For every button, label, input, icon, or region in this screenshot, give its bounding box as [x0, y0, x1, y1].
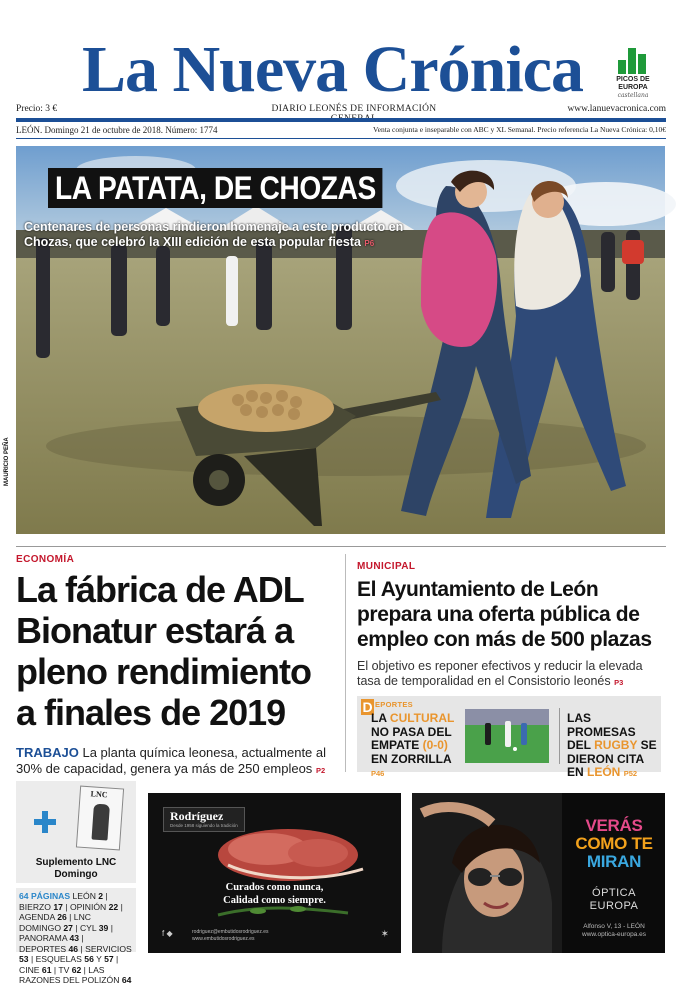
sports-text: DIERON CITA	[567, 751, 645, 766]
rodriguez-slogan	[148, 881, 401, 907]
sports-page: P52	[623, 769, 638, 778]
sports-text: EN ZORRILLA	[371, 751, 452, 766]
date-rule	[16, 138, 666, 139]
lead-story-lead: TRABAJO	[16, 745, 79, 760]
magazine-figure	[91, 804, 109, 841]
sports-story-cultural[interactable]	[371, 712, 465, 781]
index-number: 27	[63, 922, 73, 933]
optica-brand	[566, 887, 662, 913]
index-number: 57	[104, 954, 114, 964]
secondary-story-kicker: MUNICIPAL	[357, 561, 416, 572]
issue-date: LEÓN. Domingo 21 de octubre de 2018. Número: 1774	[16, 125, 218, 135]
headline-line: MIRAN	[586, 852, 642, 871]
sports-text: EMPATE	[371, 738, 420, 752]
index-text: LEÓN	[70, 891, 99, 901]
column-divider	[345, 554, 346, 772]
optica-headline	[566, 817, 662, 871]
sale-notice: Venta conjunta e inseparable con ABC y XL Semanal. Precio referencia La Nueva Crónica: 0,10€	[373, 125, 666, 134]
price: Precio: 3 €	[16, 104, 58, 114]
index-text: | CYL	[72, 922, 99, 933]
index-text: | CINE	[19, 954, 119, 975]
index-text: | LAS RAZONES DEL POLIZÓN	[19, 964, 122, 985]
tagline: DIARIO LEONÉS DE INFORMACIÓN	[271, 104, 437, 114]
rodriguez-brand: Rodríguez	[170, 809, 224, 823]
hero-headline[interactable]: LA PATATA, DE CHOZAS	[48, 168, 383, 208]
sports-text: EN	[567, 765, 584, 779]
lead-story-kicker: ECONOMÍA	[16, 554, 75, 565]
sports-text: SE	[640, 738, 657, 752]
index-text: | TV	[51, 964, 72, 975]
social-icons: f ◆	[162, 929, 173, 938]
supplement-label: Suplemento LNC Domingo	[35, 857, 117, 880]
index-text: Y	[93, 954, 105, 964]
masthead	[16, 34, 666, 104]
slogan-line: Calidad como siempre.	[223, 895, 326, 906]
index-text: | BIERZO	[19, 891, 108, 912]
rodriguez-tag: Desde 1958 siguiendo la tradición	[170, 823, 238, 828]
football-photo[interactable]	[465, 709, 549, 763]
index-number: 61	[41, 964, 52, 975]
index-text: | DEPORTES	[19, 933, 84, 954]
magazine-cover	[76, 786, 124, 851]
football-illustration	[465, 709, 549, 763]
address-web: www.optica-europa.es	[582, 931, 646, 938]
lead-story-page: P2	[315, 766, 326, 775]
index-number: 53	[19, 954, 29, 964]
rodriguez-contact	[192, 929, 269, 943]
sports-story-rugby[interactable]	[567, 712, 661, 781]
plus-icon	[34, 811, 56, 833]
index-number: 62	[71, 964, 82, 975]
contact-web: www.embutidosrodriguez.es	[192, 936, 255, 942]
photo-credit: MAURICIO PEÑA	[4, 437, 10, 486]
optica-address	[566, 923, 662, 939]
index-number: 43	[69, 933, 80, 943]
sports-text: LA	[371, 711, 387, 725]
rodriguez-logo	[163, 807, 245, 832]
index-number: 26	[57, 912, 67, 922]
contact-email: rodriguez@embutidosrodriguez.es	[192, 929, 269, 935]
ad-optica-europa[interactable]	[412, 793, 665, 953]
sports-box	[357, 696, 661, 779]
headline-line: COMO TE	[575, 834, 653, 853]
masthead-meta	[16, 104, 666, 116]
index-text: | LNC DOMINGO	[19, 912, 91, 933]
supplement-promo[interactable]	[16, 781, 136, 883]
sports-text: LEÓN	[587, 765, 621, 779]
sports-text: LAS PROMESAS	[567, 711, 636, 739]
secondary-story-headline[interactable]: El Ayuntamiento de León prepara una oferta pública de empleo con más de 500 plazas	[357, 578, 652, 651]
mountains-icon	[616, 44, 650, 74]
sports-word: EPORTES	[375, 700, 413, 709]
lead-story-text: La planta química leonesa, actualmente al 30% de capacidad, genera ya más de 250 empleos	[16, 745, 327, 776]
lead-story-summary	[16, 745, 336, 779]
index-number: 22	[108, 901, 119, 912]
address-line: Alfonso V, 13 - LEÓN	[583, 923, 645, 930]
sports-text: DEL	[567, 738, 591, 752]
index-text: | ESQUELAS	[28, 954, 85, 964]
index-text: | PANORAMA	[19, 922, 113, 943]
index-number: 39	[98, 922, 109, 933]
index-pages: 64 PÁGINAS	[19, 891, 71, 901]
secondary-story-text: El objetivo es reponer efectivos y reducir la elevada tasa de temporalidad en el Consistorio leonés	[357, 659, 643, 688]
hero-caption	[24, 220, 404, 251]
lead-story-headline[interactable]: La fábrica de ADL Bionatur estará a pleno rendimiento a finales de 2019	[16, 569, 312, 733]
brand-line: ÓPTICA	[592, 887, 636, 899]
hero-page-ref: P6	[364, 239, 375, 248]
secondary-story-summary	[357, 659, 665, 690]
page-index	[16, 888, 136, 985]
index-number: 56	[84, 954, 94, 964]
newspaper-title[interactable]: La Nueva Crónica	[82, 33, 583, 106]
ad-rodriguez[interactable]	[148, 793, 401, 953]
partner-sub: castellana	[617, 92, 649, 99]
secondary-story	[357, 556, 665, 690]
hero-photo[interactable]	[16, 146, 665, 534]
index-number: 64	[121, 975, 132, 985]
partner-name: PICOS DE EUROPA	[616, 76, 650, 91]
date-line	[16, 125, 666, 137]
sports-text: RUGBY	[594, 738, 638, 752]
brand-line: EUROPA	[589, 900, 639, 912]
masthead-rule	[16, 118, 666, 122]
secondary-story-page: P3	[614, 678, 624, 687]
hero-caption-text: Centenares de personas rindieron homenaje a este producto en Chozas, que celebró la XIII edición de esta popular fiesta	[24, 220, 404, 249]
brand-mark-icon: ✶	[380, 929, 389, 940]
section-divider	[16, 546, 666, 547]
website-link[interactable]: www.lanuevacronica.com	[567, 104, 666, 114]
model-illustration	[412, 793, 562, 953]
sports-divider	[559, 708, 560, 764]
sports-text: CULTURAL	[389, 711, 455, 725]
sports-text: (0-0)	[422, 738, 448, 752]
index-number: 46	[68, 943, 79, 954]
index-text: | OPINIÓN	[62, 901, 109, 912]
magazine-logo: LNC	[90, 789, 108, 800]
lead-story	[16, 554, 336, 779]
headline-line: VERÁS	[585, 816, 643, 835]
partner-logo	[602, 44, 664, 100]
index-text: | AGENDA	[19, 901, 123, 922]
sports-text: NO PASA DEL	[371, 724, 452, 739]
index-number: 2	[98, 891, 104, 901]
sports-page: P46	[371, 769, 385, 778]
sports-letter: D	[362, 699, 373, 715]
index-number: 17	[53, 901, 63, 912]
index-text: | SERVICIOS	[78, 943, 132, 954]
slogan-line: Curados como nunca,	[225, 882, 324, 893]
